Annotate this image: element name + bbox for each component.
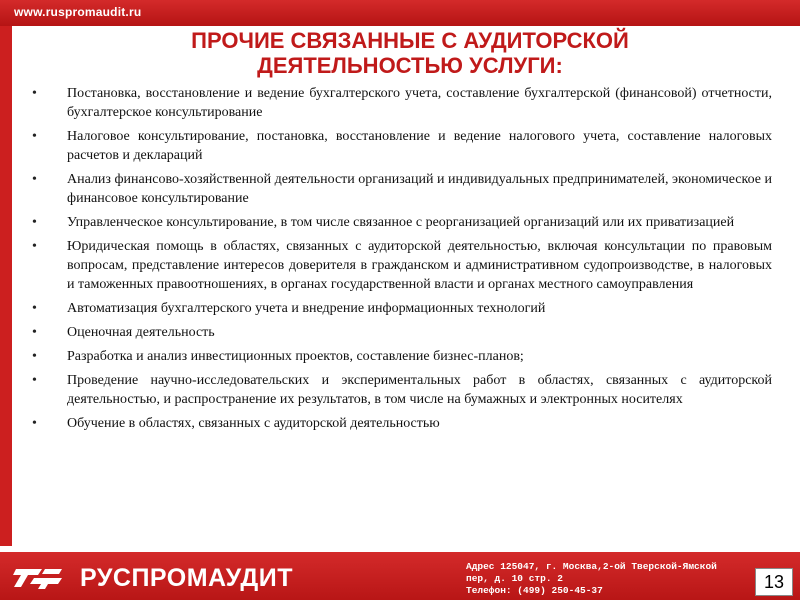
list-item-text: Обучение в областях, связанных с аудиторской деятельностью [67, 416, 440, 431]
footer-bar [0, 552, 800, 600]
bullet-icon: • [32, 325, 37, 340]
top-bar [0, 0, 800, 26]
bullet-icon: • [32, 172, 37, 187]
bullet-icon: • [32, 373, 37, 388]
list-item [30, 213, 772, 232]
list-item-text: Управленческое консультирование, в том числе связанное с реорганизацией организаций или их приватизацией [67, 215, 735, 230]
page-number: 13 [755, 568, 793, 596]
list-item [30, 237, 772, 294]
bullet-icon: • [32, 349, 37, 364]
list-item-text: Налоговое консультирование, постановка, восстановление и ведение налогового учета, составление налоговых расчетов и деклараций [67, 129, 772, 163]
list-item-text: Автоматизация бухгалтерского учета и внедрение информационных технологий [67, 301, 546, 316]
list-item [30, 299, 772, 318]
list-item [30, 371, 772, 409]
left-accent-bar [0, 26, 12, 546]
bullet-icon: • [32, 215, 37, 230]
site-url[interactable]: www.ruspromaudit.ru [14, 5, 142, 19]
list-item [30, 127, 772, 165]
list-item [30, 323, 772, 342]
list-item [30, 84, 772, 122]
list-item [30, 170, 772, 208]
bullet-icon: • [32, 239, 37, 254]
list-item-text: Оценочная деятельность [67, 325, 215, 340]
brand-name: РУСПРОМАУДИТ [80, 564, 293, 592]
list-item-text: Постановка, восстановление и ведение бухгалтерского учета, составление бухгалтерской (финансовой) отчетности, бухгалтерское консультирование [67, 86, 772, 120]
bullet-icon: • [32, 301, 37, 316]
contact-address [466, 561, 756, 597]
slide-title-line-2: ДЕЯТЕЛЬНОСТЬЮ УСЛУГИ: [257, 53, 563, 78]
services-list [30, 84, 772, 438]
bullet-icon: • [32, 86, 37, 101]
slide-title [60, 28, 760, 78]
bullet-icon: • [32, 416, 37, 431]
address-line: пер, д. 10 стр. 2 [466, 573, 563, 584]
list-item-text: Проведение научно-исследовательских и экспериментальных работ в областях, связанных с аудиторской деятельностью, и распространение их результатов, в том числе на бумажных и электронных носителях [67, 373, 772, 407]
list-item [30, 414, 772, 433]
phone-line: Телефон: (499) 250-45-37 [466, 585, 603, 596]
address-line: Адрес 125047, г. Москва,2-ой Тверской-Ямской [466, 561, 717, 572]
list-item-text: Разработка и анализ инвестиционных проектов, составление бизнес-планов; [67, 349, 524, 364]
company-logo-icon [12, 567, 64, 589]
bullet-icon: • [32, 129, 37, 144]
list-item [30, 347, 772, 366]
slide-title-line-1: ПРОЧИЕ СВЯЗАННЫЕ С АУДИТОРСКОЙ [191, 28, 629, 53]
list-item-text: Юридическая помощь в областях, связанных с аудиторской деятельностью, включая консультации по правовым вопросам, представление интересов доверителя в гражданском и административном судопроизводстве, в налоговых и таможенных правоотношениях, в органах государственной власти и органах местного самоуправления [67, 239, 772, 292]
list-item-text: Анализ финансово-хозяйственной деятельности организаций и индивидуальных предпринимателей, экономическое и финансовое консультирование [67, 172, 772, 206]
